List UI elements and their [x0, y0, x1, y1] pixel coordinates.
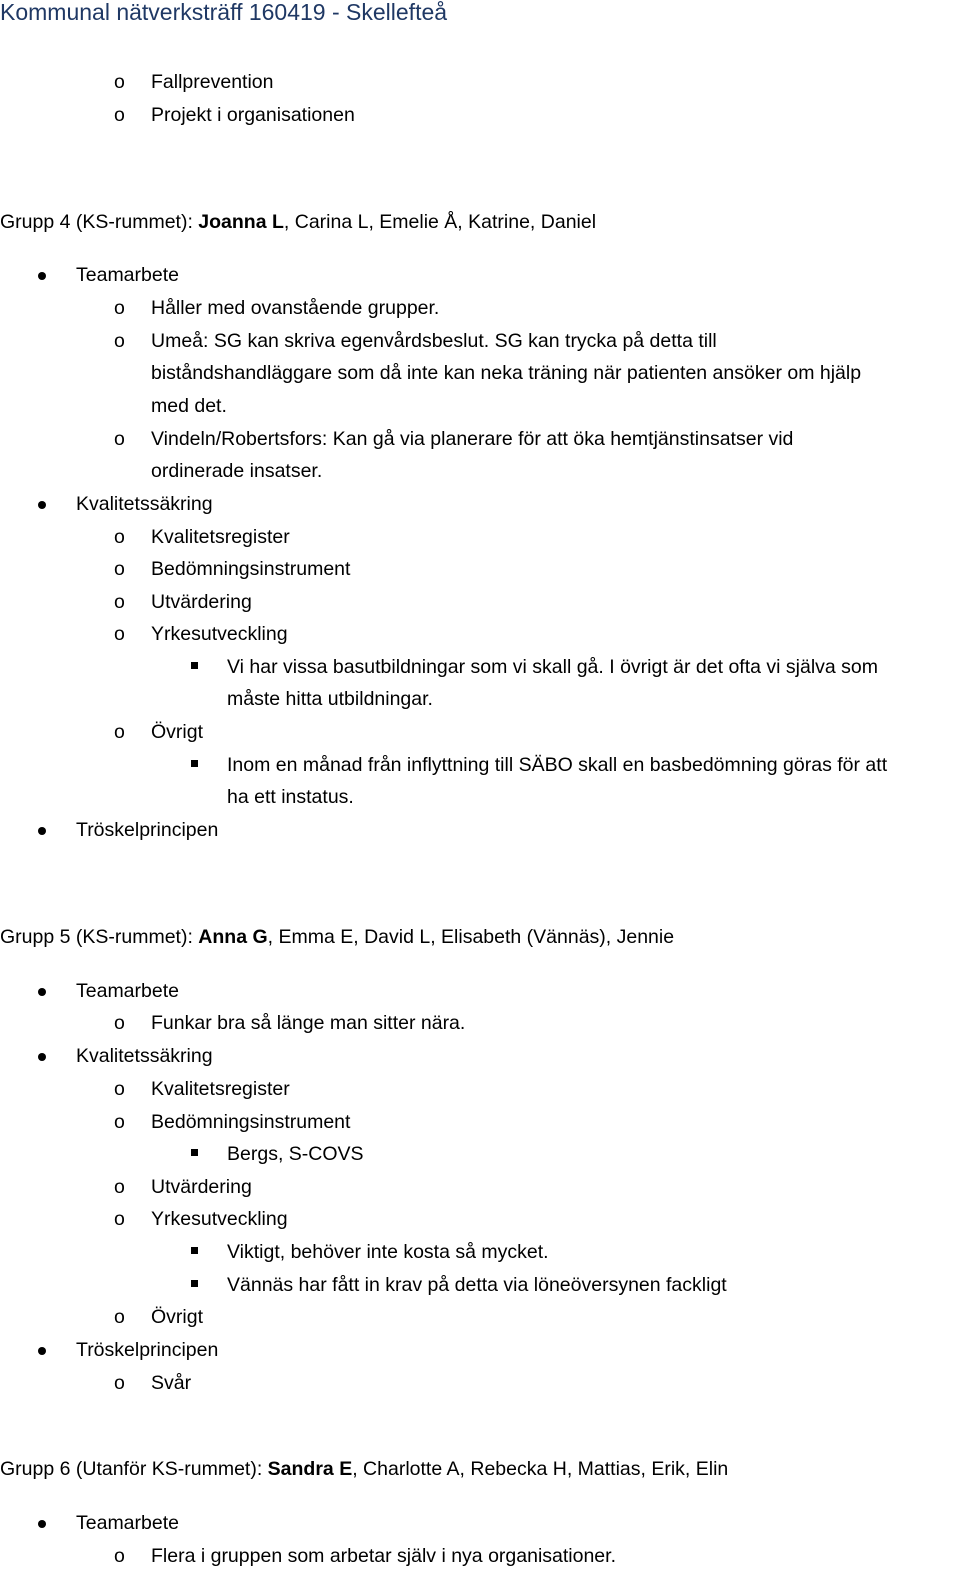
bullet-icon — [38, 272, 46, 280]
circle-marker: o — [114, 1111, 125, 1133]
circle-marker: o — [114, 591, 125, 613]
group-lead: Sandra E — [267, 1458, 353, 1480]
list-item: Vi har vissa basutbildningar som vi skall gå. I övrigt är det ofta vi själva som — [227, 656, 879, 678]
list-item: Viktigt, behöver inte kosta så mycket. — [227, 1241, 549, 1263]
bullet-icon — [38, 1347, 46, 1355]
list-item: Teamarbete — [76, 1512, 179, 1534]
group-members: , Carina L, Emelie Å, Katrine, Daniel — [283, 211, 597, 233]
circle-marker: o — [114, 1545, 125, 1567]
list-item: Bedömningsinstrument — [151, 1111, 351, 1133]
list-item: Utvärdering — [151, 1176, 252, 1198]
circle-marker: o — [114, 1176, 125, 1198]
list-item-continued: biståndshandläggare som då inte kan neka träning när patienten ansöker om hjälp — [151, 362, 862, 384]
group-5-heading — [0, 925, 674, 949]
circle-marker: o — [114, 1078, 125, 1100]
list-item: Bedömningsinstrument — [151, 558, 351, 580]
group-lead: Anna G — [198, 926, 268, 948]
list-item: Kvalitetssäkring — [76, 493, 213, 515]
group-members: , Charlotte A, Rebecka H, Mattias, Erik, Elin — [352, 1458, 729, 1480]
circle-marker: o — [114, 330, 125, 352]
circle-marker: o — [114, 71, 125, 93]
list-item: Flera i gruppen som arbetar själv i nya organisationer. — [151, 1545, 616, 1567]
group-4-heading — [0, 210, 596, 234]
list-item: Projekt i organisationen — [151, 104, 355, 126]
list-item: Svår — [151, 1372, 192, 1394]
bullet-icon — [38, 827, 46, 835]
list-item: Kvalitetsregister — [151, 1078, 290, 1100]
list-item: Tröskelprincipen — [76, 1339, 219, 1361]
bullet-icon — [38, 501, 46, 509]
list-item: Tröskelprincipen — [76, 819, 219, 841]
list-item: Bergs, S-COVS — [227, 1143, 364, 1165]
group-members: , Emma E, David L, Elisabeth (Vännäs), Jennie — [267, 926, 675, 948]
list-item: Funkar bra så länge man sitter nära. — [151, 1012, 466, 1034]
circle-marker: o — [114, 1372, 125, 1394]
circle-marker: o — [114, 428, 125, 450]
list-item-continued: ha ett instatus. — [227, 786, 354, 808]
list-item: Kvalitetssäkring — [76, 1045, 213, 1067]
group-lead: Joanna L — [198, 211, 284, 233]
document-title: Kommunal nätverksträff 160419 - Skellefteå — [0, 0, 448, 25]
list-item: Kvalitetsregister — [151, 526, 290, 548]
list-item-continued: med det. — [151, 395, 227, 417]
group-prefix: Grupp 6 (Utanför KS-rummet): — [0, 1458, 268, 1480]
list-item: Inom en månad från inflyttning till SÄBO skall en basbedömning göras för att — [227, 754, 888, 776]
circle-marker: o — [114, 623, 125, 645]
list-item: Vindeln/Robertsfors: Kan gå via planerare för att öka hemtjänstinsatser vid — [151, 428, 794, 450]
list-item: Fallprevention — [151, 71, 274, 93]
bullet-icon — [38, 988, 46, 996]
list-item: Vännäs har fått in krav på detta via löneöversynen fackligt — [227, 1274, 727, 1296]
list-item: Övrigt — [151, 721, 204, 743]
circle-marker: o — [114, 104, 125, 126]
list-item-continued: ordinerade insatser. — [151, 460, 323, 482]
list-item: Teamarbete — [76, 980, 179, 1002]
circle-marker: o — [114, 721, 125, 743]
circle-marker: o — [114, 1208, 125, 1230]
square-bullet-icon — [191, 1280, 198, 1287]
group-6-heading — [0, 1457, 728, 1481]
list-item: Yrkesutveckling — [151, 1208, 288, 1230]
list-item: Utvärdering — [151, 591, 252, 613]
bullet-icon — [38, 1053, 46, 1061]
square-bullet-icon — [191, 662, 198, 669]
list-item: Umeå: SG kan skriva egenvårdsbeslut. SG kan trycka på detta till — [151, 330, 717, 352]
square-bullet-icon — [191, 1247, 198, 1254]
circle-marker: o — [114, 1012, 125, 1034]
list-item: Övrigt — [151, 1306, 204, 1328]
group-prefix: Grupp 4 (KS-rummet): — [0, 211, 199, 233]
circle-marker: o — [114, 1306, 125, 1328]
circle-marker: o — [114, 558, 125, 580]
list-item: Teamarbete — [76, 264, 179, 286]
circle-marker: o — [114, 297, 125, 319]
list-item-continued: måste hitta utbildningar. — [227, 688, 433, 710]
group-prefix: Grupp 5 (KS-rummet): — [0, 926, 199, 948]
square-bullet-icon — [191, 760, 198, 767]
list-item: Yrkesutveckling — [151, 623, 288, 645]
circle-marker: o — [114, 526, 125, 548]
bullet-icon — [38, 1520, 46, 1528]
list-item: Håller med ovanstående grupper. — [151, 297, 440, 319]
square-bullet-icon — [191, 1149, 198, 1156]
